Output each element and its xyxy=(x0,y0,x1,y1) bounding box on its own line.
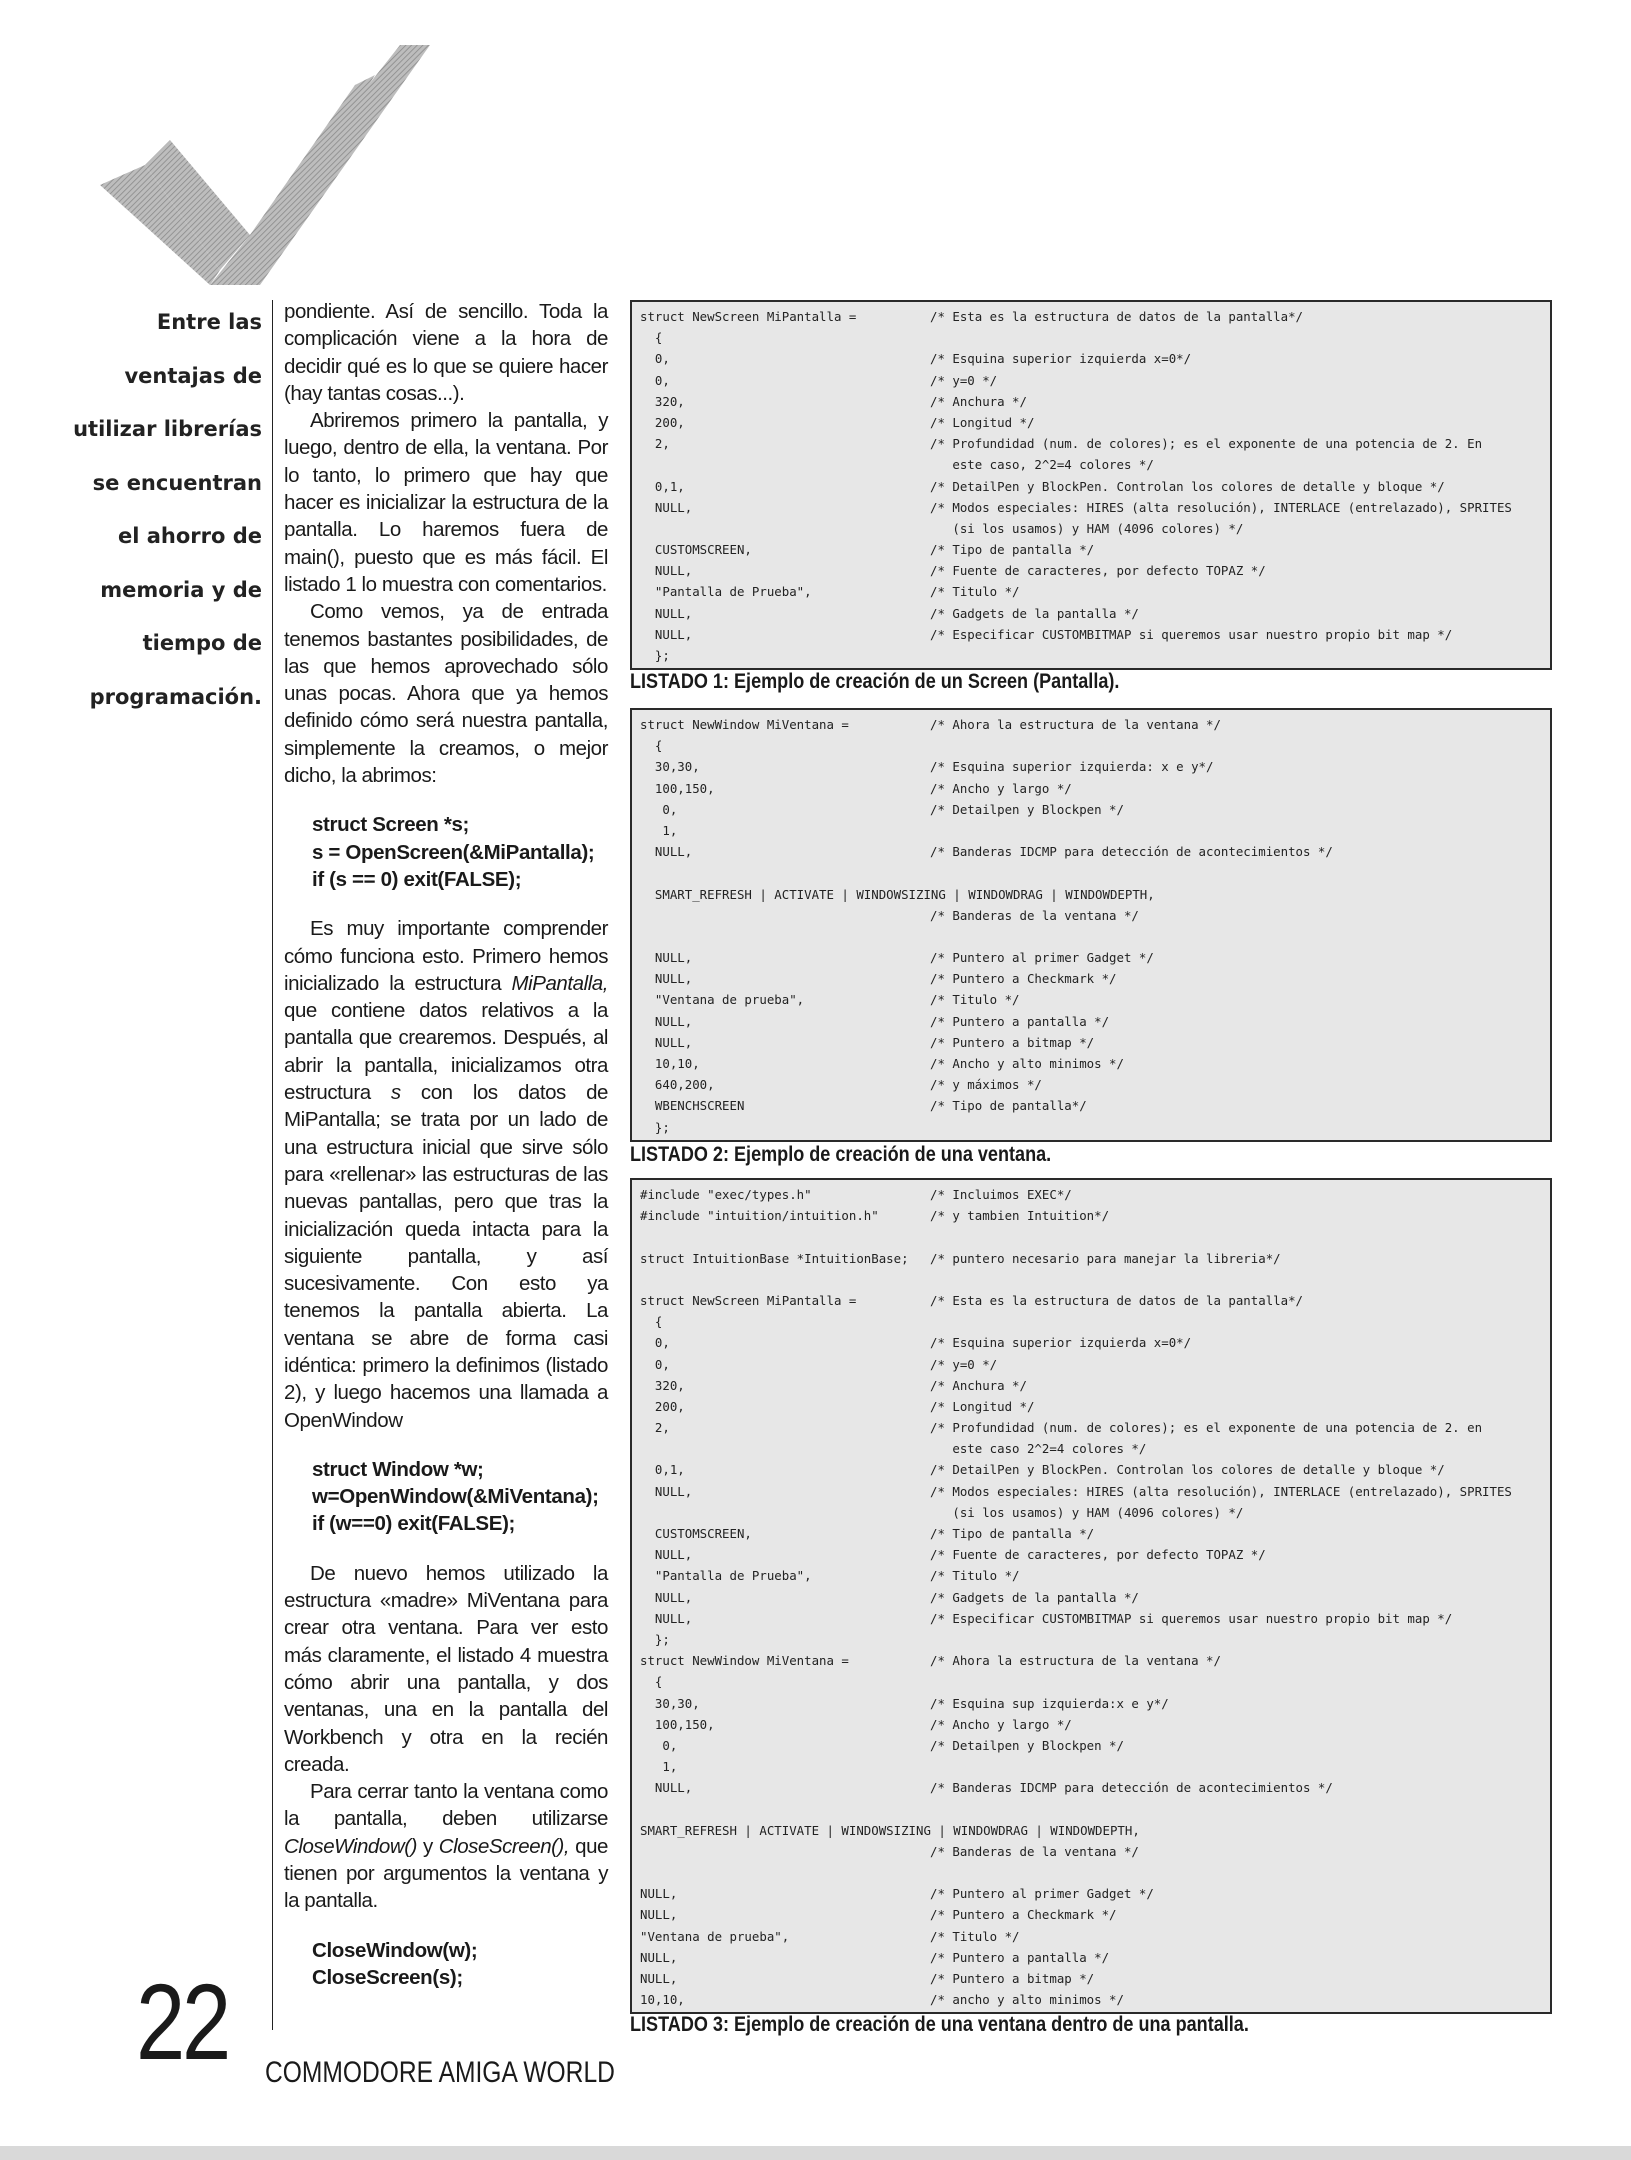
pull-quote-line: se encuentran xyxy=(92,470,262,495)
code-row xyxy=(632,1587,1550,1608)
code-statement: 0, xyxy=(640,1356,670,1372)
code-statement: #include "intuition/intuition.h" xyxy=(640,1208,879,1224)
logo-long-stroke xyxy=(210,45,430,285)
code-comment: /* Tipo de pantalla */ xyxy=(930,542,1095,558)
text-run: que tienen por argumentos la ventana y la pantalla. xyxy=(284,1834,608,1913)
pull-quote-line: Entre las xyxy=(156,310,262,334)
code-comment: este caso 2^2=4 colores */ xyxy=(930,1441,1147,1457)
code-statement: }; xyxy=(640,1119,670,1135)
code-statement: struct NewScreen MiPantalla = xyxy=(640,1292,857,1308)
code-statement: NULL, xyxy=(640,1589,693,1605)
code-statement: NULL, xyxy=(640,1034,693,1050)
code-row xyxy=(632,476,1550,497)
code-statement: CUSTOMSCREEN, xyxy=(640,542,752,558)
code-row xyxy=(632,454,1550,475)
code-statement: 100,150, xyxy=(640,1716,715,1732)
listing-2-caption: LISTADO 2: Ejemplo de creación de una ventana. xyxy=(630,1143,1052,1166)
logo-long-stroke-2 xyxy=(250,75,375,245)
code-comment: /* Longitud */ xyxy=(930,1398,1035,1414)
code-row xyxy=(632,327,1550,348)
code-comment: /* Puntero a pantalla */ xyxy=(930,1013,1110,1029)
code-row xyxy=(632,1117,1550,1138)
code-comment: /* Puntero a Checkmark */ xyxy=(930,1907,1117,1923)
code-comment: /* Modos especiales: HIRES (alta resolución), INTERLACE (entrelazado), SPRITES xyxy=(930,499,1512,515)
code-row xyxy=(632,1459,1550,1480)
listing-3-caption: LISTADO 3: Ejemplo de creación de una ventana dentro de una pantalla. xyxy=(630,2013,1249,2036)
code-statement: NULL, xyxy=(640,1970,678,1986)
pull-quote-line: tiempo de xyxy=(142,631,262,655)
italic-run: MiPantalla, xyxy=(511,971,608,995)
code-row xyxy=(632,947,1550,968)
code-statement: 30,30, xyxy=(640,1695,700,1711)
code-snippet-close xyxy=(312,1937,608,1992)
article-paragraph xyxy=(284,1778,608,1914)
code-statement: 2, xyxy=(640,1420,670,1436)
code-comment: /* Puntero a Checkmark */ xyxy=(930,971,1117,987)
code-statement: NULL, xyxy=(640,1907,678,1923)
code-comment: /* Profundidad (num. de colores); es el exponente de una potencia de 2. en xyxy=(930,1420,1483,1436)
code-statement: SMART_REFRESH | ACTIVATE | WINDOWSIZING | WINDOWDRAG | WINDOWDEPTH, xyxy=(640,1822,1140,1838)
code-snippet-open-window xyxy=(312,1456,608,1538)
code-statement: 320, xyxy=(640,1377,685,1393)
code-row xyxy=(632,1074,1550,1095)
article-paragraph xyxy=(284,915,608,1434)
code-statement: NULL, xyxy=(640,971,693,987)
text-run: Es muy importante comprender cómo funciona esto. Primero hemos inicializado la estructura xyxy=(284,917,608,995)
code-comment: /* Tipo de pantalla */ xyxy=(930,1526,1095,1541)
code-row xyxy=(632,1565,1550,1586)
code-comment: /* Anchura */ xyxy=(930,393,1027,409)
code-statement: { xyxy=(640,1674,663,1690)
code-comment: (si los usamos) y HAM (4096 colores) */ xyxy=(930,520,1244,536)
code-row xyxy=(632,433,1550,454)
code-row xyxy=(632,560,1550,581)
text-run: con los datos de MiPantalla; se trata por un lado de una estructura inicial que sirve sólo para «rellenar» las estructuras de las nuevas pantallas, pero que tras la inicialización queda intacta para la siguiente pantalla, y así sucesivamente. Con esto ya tenemos la pantalla abierta. La ventana se abre de forma casi idéntica: primero la definimos (listado 2), y luego hacemos una llamada a OpenWindow xyxy=(284,1081,608,1432)
code-statement: 0,1, xyxy=(640,1462,685,1478)
code-row xyxy=(632,1269,1550,1290)
code-row xyxy=(632,348,1550,369)
code-row xyxy=(632,1332,1550,1353)
code-statement: NULL, xyxy=(640,605,693,621)
code-comment: /* Titulo */ xyxy=(930,1928,1020,1944)
column-divider xyxy=(272,300,273,2030)
code-statement: 2, xyxy=(640,436,670,452)
code-comment: /* Ancho y alto minimos */ xyxy=(930,1056,1124,1071)
code-row xyxy=(632,1947,1550,1968)
code-row xyxy=(632,497,1550,518)
code-statement: NULL, xyxy=(640,1483,693,1499)
article-paragraph: Como vemos, ya de entrada tenemos bastantes posibilidades, de las que hemos aprovechado sólo unas pocas. Ahora que ya hemos definido cómo será nuestra pantalla, simplemente la creamos, o mejor dicho, la abrimos: xyxy=(284,600,608,788)
code-comment: este caso, 2^2=4 colores */ xyxy=(930,457,1154,473)
code-row xyxy=(632,1714,1550,1735)
article-paragraph: De nuevo hemos utilizado la estructura «madre» MiVentana para crear otra ventana. Para ver esto más claramente, el listado 4 muestra cómo abrir una pantalla, y dos ventanas, una en la pantalla del Workbench y otra en la recién creada. xyxy=(284,1561,608,1776)
code-statement: 0, xyxy=(640,801,678,817)
code-row xyxy=(632,1693,1550,1714)
code-comment: /* Gadgets de la pantalla */ xyxy=(930,605,1139,621)
code-statement: NULL, xyxy=(640,1886,678,1902)
code-row xyxy=(632,1671,1550,1692)
code-comment: /* Banderas de la ventana */ xyxy=(930,907,1139,923)
code-statement: #include "exec/types.h" xyxy=(640,1187,812,1202)
code-row xyxy=(632,1396,1550,1417)
code-row xyxy=(632,841,1550,862)
code-statement: NULL, xyxy=(640,1780,693,1796)
article-paragraph: Abriremos primero la pantalla, y luego, dentro de ella, la ventana. Por lo tanto, lo primero que hay que hacer es inicializar la estructura de la pantalla. Lo haremos fuera de main(), puesto que es más fácil. El listado 1 lo muestra con comentarios. xyxy=(284,409,608,596)
code-row xyxy=(632,884,1550,905)
italic-run: CloseScreen(), xyxy=(438,1834,570,1858)
code-row xyxy=(632,1904,1550,1925)
code-comment: /* Puntero a pantalla */ xyxy=(930,1949,1110,1965)
code-statement: struct NewWindow MiVentana = xyxy=(640,717,849,732)
code-row xyxy=(632,306,1550,327)
code-statement: NULL, xyxy=(640,1949,678,1965)
code-statement: 200, xyxy=(640,414,685,430)
code-row xyxy=(632,968,1550,989)
code-comment: /* y tambien Intuition*/ xyxy=(930,1208,1110,1224)
code-row xyxy=(632,1095,1550,1116)
code-row xyxy=(632,756,1550,777)
code-row xyxy=(632,1735,1550,1756)
code-statement: WBENCHSCREEN xyxy=(640,1098,745,1114)
code-statement: 640,200, xyxy=(640,1077,715,1093)
code-statement: NULL, xyxy=(640,563,693,579)
code-statement: 1, xyxy=(640,822,678,838)
code-statement: "Pantalla de Prueba", xyxy=(640,1568,812,1584)
code-statement: 200, xyxy=(640,1398,685,1414)
code-row xyxy=(632,624,1550,645)
code-comment: /* Tipo de pantalla*/ xyxy=(930,1098,1087,1114)
code-statement: 1, xyxy=(640,1759,678,1775)
code-row xyxy=(632,1926,1550,1947)
code-row xyxy=(632,714,1550,735)
code-statement: 100,150, xyxy=(640,780,715,796)
code-comment: /* Puntero a bitmap */ xyxy=(930,1970,1095,1986)
code-line: s = OpenScreen(&MiPantalla); xyxy=(312,840,595,864)
code-row xyxy=(632,1820,1550,1841)
code-row xyxy=(632,820,1550,841)
code-row xyxy=(632,370,1550,391)
code-row xyxy=(632,1629,1550,1650)
code-comment: /* Titulo */ xyxy=(930,1568,1020,1584)
code-row xyxy=(632,1883,1550,1904)
code-row xyxy=(632,905,1550,926)
code-comment: /* Detailpen y Blockpen */ xyxy=(930,801,1124,817)
code-row xyxy=(632,778,1550,799)
code-row xyxy=(632,1184,1550,1205)
code-row xyxy=(632,645,1550,666)
code-row xyxy=(632,539,1550,560)
article-paragraph: pondiente. Así de sencillo. Toda la complicación viene a la hora de decidir qué es lo que se quiere hacer (hay tantas cosas...). xyxy=(284,300,608,405)
code-comment: /* Puntero a bitmap */ xyxy=(930,1034,1095,1050)
article-body xyxy=(284,298,608,2013)
code-statement: 0, xyxy=(640,372,670,388)
code-listing-1 xyxy=(630,300,1552,670)
code-statement: CUSTOMSCREEN, xyxy=(640,1526,752,1541)
code-statement: 0, xyxy=(640,1737,678,1753)
text-run: Para cerrar tanto la ventana como la pantalla, deben utilizarse xyxy=(284,1780,608,1831)
code-statement: struct NewScreen MiPantalla = xyxy=(640,309,857,324)
code-row xyxy=(632,1481,1550,1502)
pull-quote xyxy=(40,296,262,724)
code-comment: /* Modos especiales: HIRES (alta resolución), INTERLACE (entrelazado), SPRITES xyxy=(930,1483,1512,1499)
code-row xyxy=(632,1438,1550,1459)
code-comment: /* Incluimos EXEC*/ xyxy=(930,1187,1072,1202)
code-comment: /* Banderas IDCMP para detección de acontecimientos */ xyxy=(930,1780,1333,1796)
code-statement: 10,10, xyxy=(640,1992,685,2008)
code-comment: /* Esta es la estructura de datos de la pantalla*/ xyxy=(930,1292,1303,1308)
code-row xyxy=(632,1205,1550,1226)
code-comment: /* DetailPen y BlockPen. Controlan los colores de detalle y bloque */ xyxy=(930,1462,1445,1478)
code-comment: /* y=0 */ xyxy=(930,372,998,388)
code-comment: /* Esta es la estructura de datos de la pantalla*/ xyxy=(930,309,1303,324)
pull-quote-line: programación. xyxy=(89,684,262,709)
code-row xyxy=(632,989,1550,1010)
code-statement: NULL, xyxy=(640,1610,693,1626)
code-row xyxy=(632,1862,1550,1883)
code-comment: /* Esquina superior izquierda x=0*/ xyxy=(930,351,1192,367)
code-statement: "Ventana de prueba", xyxy=(640,992,805,1008)
code-line: w=OpenWindow(&MiVentana); xyxy=(312,1485,599,1509)
code-row xyxy=(632,1650,1550,1671)
code-row xyxy=(632,1544,1550,1565)
code-statement: NULL, xyxy=(640,626,693,642)
code-row xyxy=(632,1989,1550,2010)
code-comment: /* Banderas de la ventana */ xyxy=(930,1843,1139,1859)
code-line: struct Screen *s; xyxy=(312,813,469,837)
code-row xyxy=(632,735,1550,756)
code-row xyxy=(632,1311,1550,1332)
code-comment: /* Longitud */ xyxy=(930,414,1035,430)
code-line: CloseScreen(s); xyxy=(312,1965,463,1989)
magazine-name: COMMODORE AMIGA WORLD xyxy=(265,2056,615,2089)
code-statement: "Pantalla de Prueba", xyxy=(640,584,812,600)
code-comment: /* Ahora la estructura de la ventana */ xyxy=(930,1653,1221,1669)
page-number: 22 xyxy=(136,1961,228,2082)
code-comment: /* DetailPen y BlockPen. Controlan los colores de detalle y bloque */ xyxy=(930,478,1445,494)
code-comment: /* y=0 */ xyxy=(930,1356,998,1372)
code-row xyxy=(632,862,1550,883)
code-comment: /* Gadgets de la pantalla */ xyxy=(930,1589,1139,1605)
code-statement: { xyxy=(640,1314,663,1330)
code-snippet-open-screen xyxy=(312,811,608,893)
code-statement: SMART_REFRESH | ACTIVATE | WINDOWSIZING | WINDOWDRAG | WINDOWDEPTH, xyxy=(640,886,1155,902)
code-row xyxy=(632,412,1550,433)
code-statement: { xyxy=(640,330,663,346)
code-line: struct Window *w; xyxy=(312,1457,484,1481)
listing-1-caption: LISTADO 1: Ejemplo de creación de un Screen (Pantalla). xyxy=(630,670,1120,693)
code-row xyxy=(632,603,1550,624)
code-row xyxy=(632,581,1550,602)
code-line: if (w==0) exit(FALSE); xyxy=(312,1512,516,1536)
code-row xyxy=(632,1248,1550,1269)
code-statement: NULL, xyxy=(640,1013,693,1029)
code-comment: /* Fuente de caracteres, por defecto TOPAZ */ xyxy=(930,563,1266,579)
code-comment: /* Ahora la estructura de la ventana */ xyxy=(930,717,1221,732)
code-row xyxy=(632,1032,1550,1053)
code-row xyxy=(632,1798,1550,1819)
code-row xyxy=(632,1968,1550,1989)
code-statement: NULL, xyxy=(640,844,693,860)
code-comment: /* Anchura */ xyxy=(930,1377,1027,1393)
code-row xyxy=(632,1756,1550,1777)
code-comment: /* puntero necesario para manejar la libreria*/ xyxy=(930,1250,1281,1266)
code-statement: "Ventana de prueba", xyxy=(640,1928,790,1944)
code-comment: /* Esquina superior izquierda: x e y*/ xyxy=(930,759,1214,775)
code-comment: /* Ancho y largo */ xyxy=(930,1716,1072,1732)
code-row xyxy=(632,518,1550,539)
code-statement: struct NewWindow MiVentana = xyxy=(640,1653,849,1669)
code-listing-3 xyxy=(630,1178,1552,2014)
code-row xyxy=(632,799,1550,820)
code-row xyxy=(632,1011,1550,1032)
code-comment: /* Ancho y largo */ xyxy=(930,780,1072,796)
italic-run: s xyxy=(390,1081,401,1105)
code-row xyxy=(632,1523,1550,1544)
code-row xyxy=(632,1226,1550,1247)
code-comment: /* Especificar CUSTOMBITMAP si queremos usar nuestro propio bit map */ xyxy=(930,1610,1453,1626)
magazine-logo-check-icon xyxy=(100,45,430,285)
code-row xyxy=(632,1290,1550,1311)
code-comment: /* Titulo */ xyxy=(930,992,1020,1008)
code-row xyxy=(632,1375,1550,1396)
code-statement: 0,1, xyxy=(640,478,685,494)
code-row xyxy=(632,1608,1550,1629)
code-line: if (s == 0) exit(FALSE); xyxy=(312,867,522,891)
code-comment: /* Esquina sup izquierda:x e y*/ xyxy=(930,1695,1169,1711)
code-row xyxy=(632,1417,1550,1438)
code-row xyxy=(632,1354,1550,1375)
code-line: CloseWindow(w); xyxy=(312,1938,478,1962)
code-comment: (si los usamos) y HAM (4096 colores) */ xyxy=(930,1504,1244,1520)
code-row xyxy=(632,1053,1550,1074)
code-comment: /* Banderas IDCMP para detección de acontecimientos */ xyxy=(930,844,1333,860)
code-statement: }; xyxy=(640,1631,670,1647)
code-statement: struct IntuitionBase *IntuitionBase; xyxy=(640,1250,909,1266)
italic-run: CloseWindow() xyxy=(284,1834,417,1858)
code-statement: 10,10, xyxy=(640,1056,700,1071)
pull-quote-line: el ahorro de xyxy=(117,524,262,548)
code-statement: 30,30, xyxy=(640,759,700,775)
code-comment: /* Fuente de caracteres, por defecto TOPAZ */ xyxy=(930,1547,1266,1563)
code-comment: /* Puntero al primer Gadget */ xyxy=(930,950,1154,966)
code-comment: /* ancho y alto minimos */ xyxy=(930,1992,1124,2008)
code-statement: { xyxy=(640,738,663,754)
code-comment: /* Puntero al primer Gadget */ xyxy=(930,1886,1154,1902)
code-row xyxy=(632,1502,1550,1523)
code-statement: 320, xyxy=(640,393,685,409)
code-statement: 0, xyxy=(640,351,670,367)
code-comment: /* Detailpen y Blockpen */ xyxy=(930,1737,1124,1753)
code-row xyxy=(632,1841,1550,1862)
code-row xyxy=(632,926,1550,947)
code-row xyxy=(632,391,1550,412)
pull-quote-line: ventajas de xyxy=(124,363,262,388)
code-listing-2 xyxy=(630,708,1552,1142)
code-comment: /* Profundidad (num. de colores); es el exponente de una potencia de 2. En xyxy=(930,436,1483,452)
code-comment: /* y máximos */ xyxy=(930,1077,1042,1093)
code-statement: 0, xyxy=(640,1335,670,1351)
code-statement: NULL, xyxy=(640,499,693,515)
code-row xyxy=(632,1777,1550,1798)
code-statement: NULL, xyxy=(640,1547,693,1563)
code-statement: NULL, xyxy=(640,950,693,966)
code-statement: }; xyxy=(640,648,670,663)
code-comment: /* Titulo */ xyxy=(930,584,1020,600)
pull-quote-line: utilizar librerías xyxy=(73,417,262,441)
page-bottom-edge xyxy=(0,2146,1631,2160)
text-run: y xyxy=(416,1834,439,1858)
text-run: que contiene datos relativos a la pantalla que crearemos. Después, al abrir la pantalla, inicializamos otra estructura xyxy=(284,999,608,1105)
code-comment: /* Esquina superior izquierda x=0*/ xyxy=(930,1335,1192,1351)
pull-quote-line: memoria y de xyxy=(100,577,262,602)
code-comment: /* Especificar CUSTOMBITMAP si queremos usar nuestro propio bit map */ xyxy=(930,626,1453,642)
